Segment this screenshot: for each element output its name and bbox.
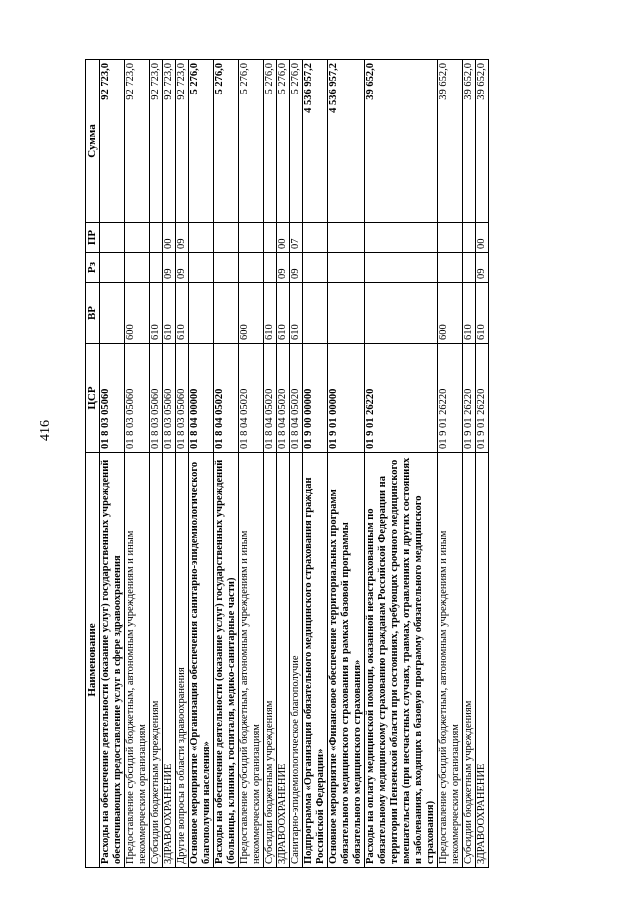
- cell-pr: [365, 223, 438, 253]
- cell-pr: [303, 223, 328, 253]
- cell-csr: 01 8 04 05020: [290, 344, 303, 453]
- table-row: [176, 60, 189, 868]
- cell-name: Расходы на обеспечение деятельности (оказание услуг) государственных учреждений (больницы, клиники, госпиталя, медико-санитарные части): [214, 453, 239, 868]
- table-row: [125, 60, 150, 868]
- cell-name: Подпрограмма «Организация обязательного медицинского страхования граждан Российской Федерации»: [303, 453, 328, 868]
- table-row: [239, 60, 264, 868]
- cell-rz: [328, 253, 365, 283]
- table-row: [100, 60, 125, 868]
- cell-vr: 610: [176, 283, 189, 344]
- cell-rz: [150, 253, 163, 283]
- cell-vr: 600: [438, 283, 463, 344]
- cell-rz: 09: [476, 253, 489, 283]
- cell-sum: 5 276,0: [264, 60, 277, 223]
- cell-sum: 39 652,0: [476, 60, 489, 223]
- cell-name: Предоставление субсидий бюджетным, автономным учреждениям и иным некоммерческим организациям: [438, 453, 463, 868]
- cell-csr: 01 8 04 00000: [189, 344, 214, 453]
- cell-csr: 01 8 03 05060: [150, 344, 163, 453]
- cell-rz: 09: [163, 253, 176, 283]
- cell-rz: [100, 253, 125, 283]
- cell-sum: 39 652,0: [365, 60, 438, 223]
- table-body: [100, 60, 489, 868]
- cell-csr: 01 9 01 26220: [463, 344, 476, 453]
- table-row: [290, 60, 303, 868]
- cell-csr: 01 9 01 26220: [365, 344, 438, 453]
- cell-rz: [438, 253, 463, 283]
- table-row: [438, 60, 463, 868]
- cell-csr: 01 8 03 05060: [125, 344, 150, 453]
- cell-name: Расходы на оплату медицинской помощи, оказанной незастрахованным по обязательному медицинскому страхованию гражданам Российской Федерации на территории Пензенской области при состояниях, требующих срочного медицинского вмешательства (при несчастных случаях, травмах, отравлениях и других состояниях и заболеваниях, входящих в базовую программу обязательного медицинского страхования): [365, 453, 438, 868]
- cell-pr: 00: [277, 223, 290, 253]
- table-row: [476, 60, 489, 868]
- cell-sum: 5 276,0: [189, 60, 214, 223]
- cell-name: Субсидии бюджетным учреждениям: [463, 453, 476, 868]
- cell-csr: 01 9 01 26220: [476, 344, 489, 453]
- cell-vr: [303, 283, 328, 344]
- table-row: [264, 60, 277, 868]
- cell-sum: 39 652,0: [463, 60, 476, 223]
- cell-csr: 01 8 04 05020: [264, 344, 277, 453]
- cell-csr: 01 8 04 05020: [277, 344, 290, 453]
- table-row: [365, 60, 438, 868]
- cell-csr: 01 8 04 05020: [214, 344, 239, 453]
- cell-name: Предоставление субсидий бюджетным, автономным учреждениям и иным некоммерческим организациям: [239, 453, 264, 868]
- cell-vr: 600: [125, 283, 150, 344]
- cell-sum: 92 723,0: [150, 60, 163, 223]
- cell-pr: [328, 223, 365, 253]
- table-row: [463, 60, 476, 868]
- cell-sum: 92 723,0: [163, 60, 176, 223]
- cell-vr: [214, 283, 239, 344]
- rotated-page-content: [85, 60, 489, 868]
- cell-pr: [125, 223, 150, 253]
- header-pr: ПР: [86, 223, 100, 253]
- cell-vr: 610: [476, 283, 489, 344]
- cell-vr: 610: [264, 283, 277, 344]
- cell-vr: 610: [150, 283, 163, 344]
- cell-pr: 09: [176, 223, 189, 253]
- cell-sum: 4 536 957,2: [328, 60, 365, 223]
- cell-sum: 39 652,0: [438, 60, 463, 223]
- cell-name: Субсидии бюджетным учреждениям: [150, 453, 163, 868]
- cell-vr: [189, 283, 214, 344]
- cell-name: ЗДРАВООХРАНЕНИЕ: [163, 453, 176, 868]
- cell-sum: 5 276,0: [290, 60, 303, 223]
- cell-csr: 01 8 03 05060: [176, 344, 189, 453]
- cell-pr: [150, 223, 163, 253]
- cell-name: Предоставление субсидий бюджетным, автономным учреждениям и иным некоммерческим организациям: [125, 453, 150, 868]
- cell-csr: 01 9 00 00000: [303, 344, 328, 453]
- cell-sum: 92 723,0: [125, 60, 150, 223]
- table-row: [328, 60, 365, 868]
- page-number: 416: [38, 420, 53, 441]
- cell-csr: 01 8 03 05060: [100, 344, 125, 453]
- cell-vr: 610: [463, 283, 476, 344]
- cell-name: Расходы на обеспечение деятельности (оказание услуг) государственных учреждений обеспечивающих предоставление услуг в сфере здравоохранения: [100, 453, 125, 868]
- cell-pr: [438, 223, 463, 253]
- table-row: [303, 60, 328, 868]
- table-row: [214, 60, 239, 868]
- cell-sum: 5 276,0: [239, 60, 264, 223]
- cell-sum: 92 723,0: [176, 60, 189, 223]
- cell-rz: [463, 253, 476, 283]
- table-row: [277, 60, 290, 868]
- header-csr: ЦСР: [86, 344, 100, 453]
- cell-vr: 600: [239, 283, 264, 344]
- cell-rz: 09: [290, 253, 303, 283]
- header-sum: Сумма: [86, 60, 100, 223]
- cell-rz: [303, 253, 328, 283]
- cell-vr: 610: [277, 283, 290, 344]
- cell-csr: 01 8 04 05020: [239, 344, 264, 453]
- cell-rz: [264, 253, 277, 283]
- cell-pr: [214, 223, 239, 253]
- budget-table: [85, 59, 489, 868]
- cell-csr: 01 9 01 26220: [438, 344, 463, 453]
- cell-pr: [100, 223, 125, 253]
- cell-name: Основное мероприятие «Организация обеспечения санитарно-эпидемиологического благополучия населения»: [189, 453, 214, 868]
- cell-vr: [365, 283, 438, 344]
- cell-csr: 01 8 03 05060: [163, 344, 176, 453]
- cell-vr: 610: [163, 283, 176, 344]
- cell-rz: [214, 253, 239, 283]
- cell-pr: [264, 223, 277, 253]
- table-row: [163, 60, 176, 868]
- cell-rz: [365, 253, 438, 283]
- header-rz: Рз: [86, 253, 100, 283]
- cell-rz: 09: [277, 253, 290, 283]
- cell-name: Другие вопросы в области здравоохранения: [176, 453, 189, 868]
- cell-pr: 07: [290, 223, 303, 253]
- cell-csr: 01 9 01 00000: [328, 344, 365, 453]
- table-row: [189, 60, 214, 868]
- cell-name: ЗДРАВООХРАНЕНИЕ: [476, 453, 489, 868]
- cell-sum: 92 723,0: [100, 60, 125, 223]
- cell-pr: [463, 223, 476, 253]
- cell-rz: 09: [176, 253, 189, 283]
- cell-pr: 00: [163, 223, 176, 253]
- header-name: Наименование: [86, 453, 100, 868]
- cell-rz: [239, 253, 264, 283]
- cell-sum: 4 536 957,2: [303, 60, 328, 223]
- table-header-row: [86, 60, 100, 868]
- table-row: [150, 60, 163, 868]
- cell-rz: [125, 253, 150, 283]
- cell-name: Субсидии бюджетным учреждениям: [264, 453, 277, 868]
- cell-pr: [189, 223, 214, 253]
- cell-vr: [100, 283, 125, 344]
- header-vr: ВР: [86, 283, 100, 344]
- cell-name: Санитарно-эпидемиологическое благополучие: [290, 453, 303, 868]
- cell-pr: [239, 223, 264, 253]
- cell-vr: 610: [290, 283, 303, 344]
- cell-sum: 5 276,0: [214, 60, 239, 223]
- cell-vr: [328, 283, 365, 344]
- cell-name: Основное мероприятие «Финансовое обеспечение территориальных программ обязательного медицинского страхования в рамках базовой программы обязательного медицинского страхования»: [328, 453, 365, 868]
- cell-name: ЗДРАВООХРАНЕНИЕ: [277, 453, 290, 868]
- cell-pr: 00: [476, 223, 489, 253]
- cell-rz: [189, 253, 214, 283]
- cell-sum: 5 276,0: [277, 60, 290, 223]
